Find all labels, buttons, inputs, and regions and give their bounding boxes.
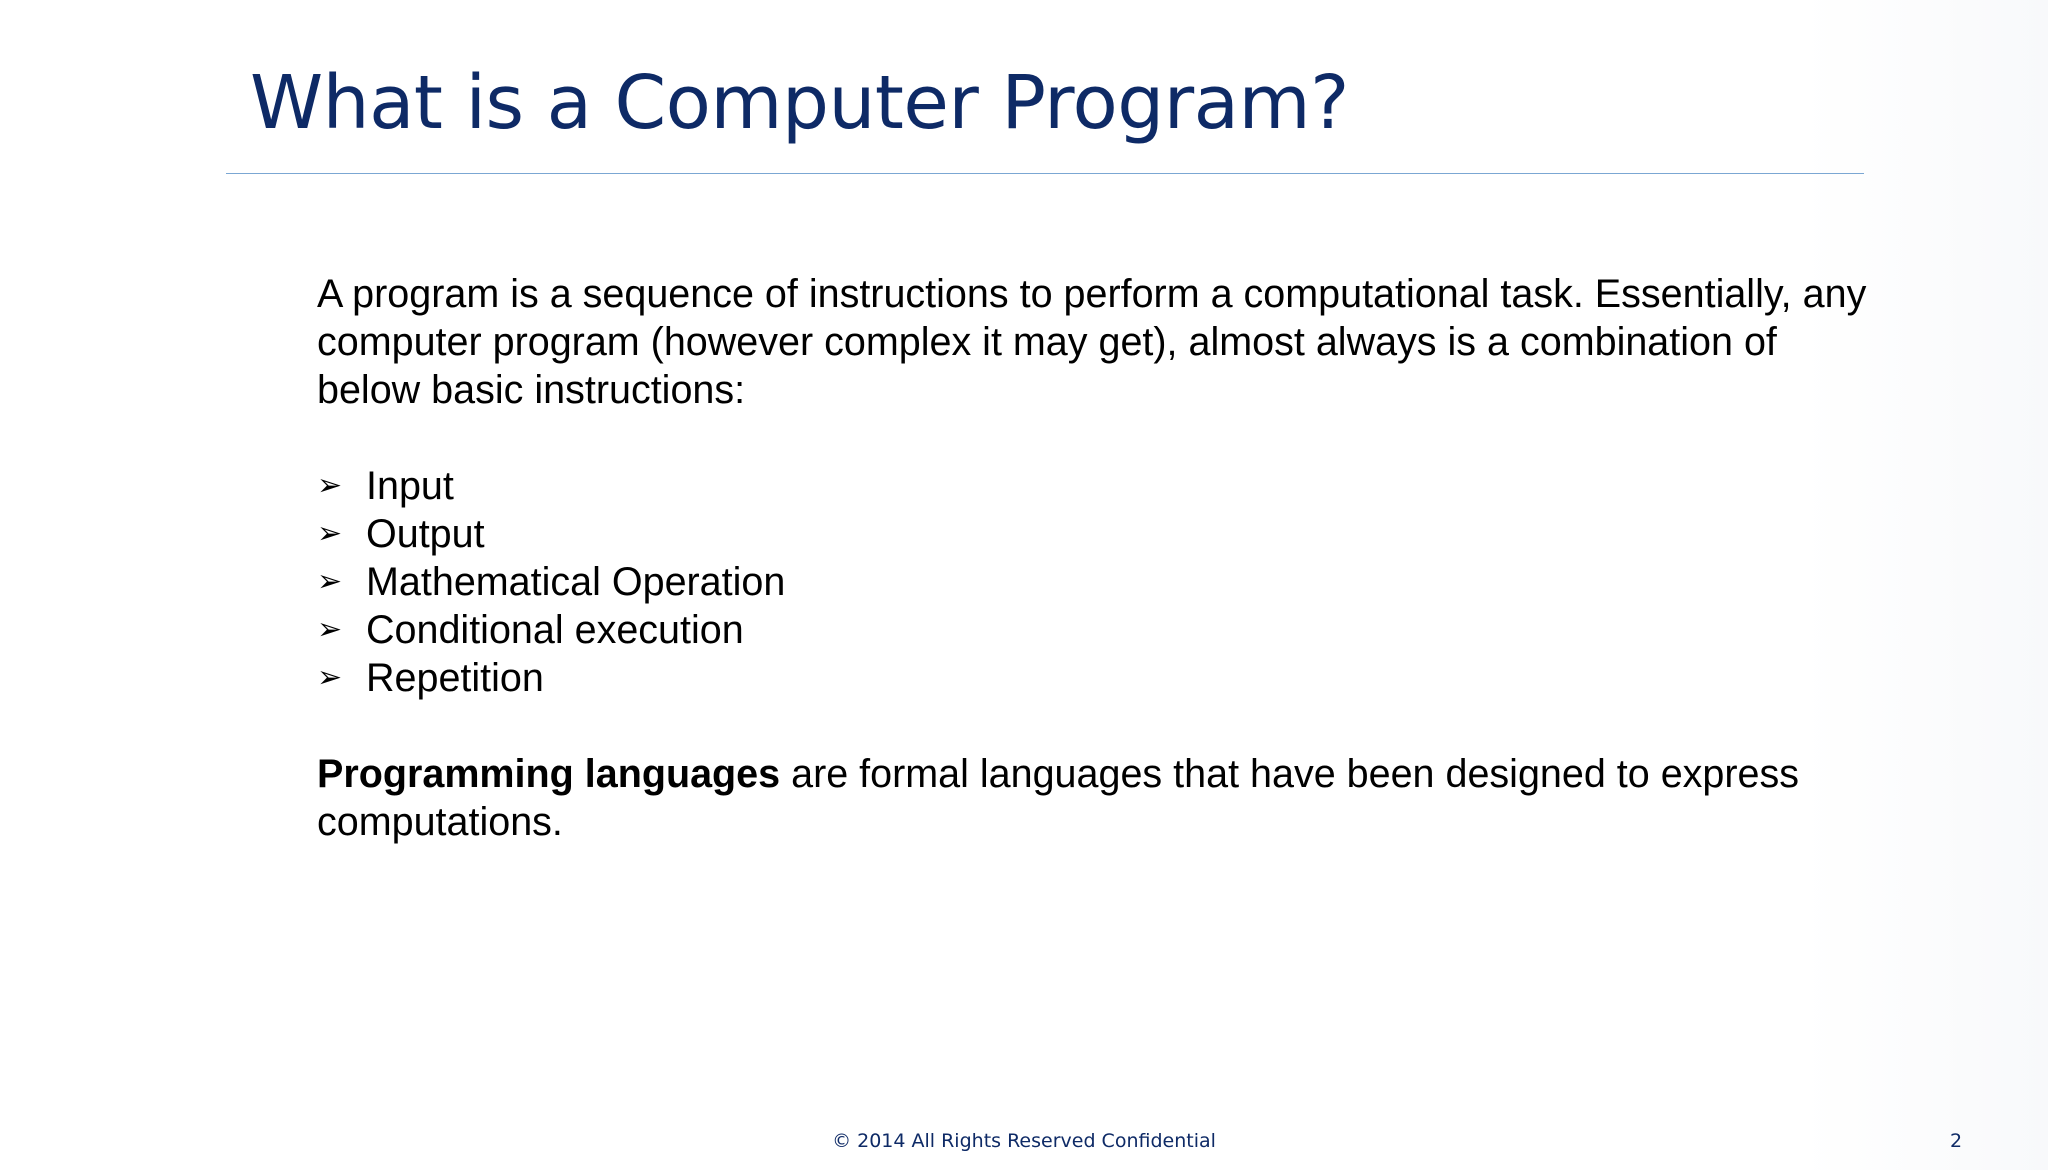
- intro-paragraph: A program is a sequence of instructions to perform a computational task. Essentially, any computer program (however complex it may get), almost always is a combination of below basic instructions:: [317, 272, 1867, 412]
- arrow-bullet-icon: ➢: [317, 612, 343, 647]
- list-item-label: Repetition: [366, 656, 544, 700]
- closing-bold-term: Programming languages: [317, 752, 781, 796]
- list-item-label: Input: [366, 464, 454, 508]
- list-item: [317, 654, 1917, 702]
- list-item: [317, 606, 1917, 654]
- arrow-bullet-icon: ➢: [317, 564, 343, 599]
- arrow-bullet-icon: ➢: [317, 516, 343, 551]
- footer-copyright: © 2014 All Rights Reserved Confidential: [832, 1130, 1216, 1152]
- slide-body: [317, 270, 1917, 846]
- title-divider: [226, 173, 1864, 174]
- slide-title: What is a Computer Program?: [250, 60, 1349, 146]
- list-item: [317, 462, 1917, 510]
- list-item-label: Conditional execution: [366, 608, 744, 652]
- page-number: 2: [1950, 1130, 1963, 1152]
- arrow-bullet-icon: ➢: [317, 660, 343, 695]
- arrow-bullet-icon: ➢: [317, 468, 343, 503]
- list-item-label: Mathematical Operation: [366, 560, 786, 604]
- closing-text: are formal languages that have been designed to express computations.: [317, 752, 1800, 844]
- list-item: [317, 510, 1917, 558]
- closing-paragraph: [317, 750, 1917, 846]
- list-item-label: Output: [366, 512, 485, 556]
- instruction-list: [317, 462, 1917, 702]
- list-item: [317, 558, 1917, 606]
